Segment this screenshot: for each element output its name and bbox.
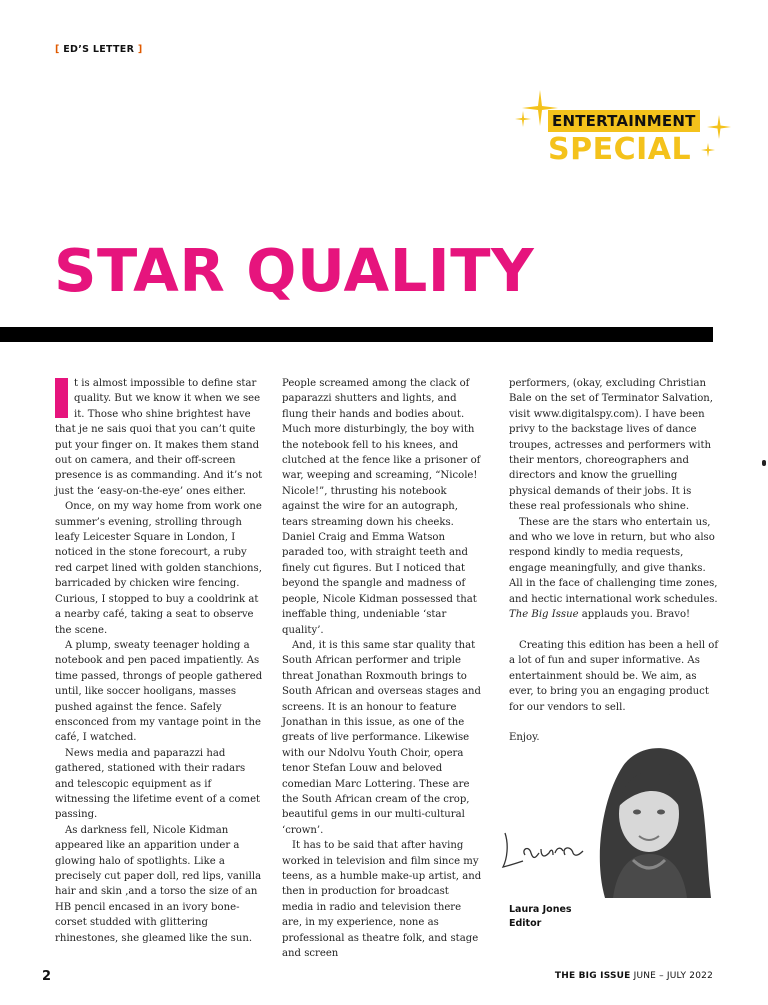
section-bracket-open: [ — [55, 44, 64, 55]
editor-credit — [509, 903, 572, 931]
entertainment-label: ENTERTAINMENT — [548, 110, 700, 132]
editor-title: Editor — [509, 918, 542, 929]
page-number: 2 — [42, 969, 52, 984]
paragraph: And, it is this same star quality that South African performer and triple threat Jonathan Roxmouth brings to South African and overseas stages and screens. It is an honour to feature Jonathan in this issue, as one of the greats of live performance. Likewise with our Ndolvu Youth Choir, opera tenor Stefan Louw and beloved comedian Marc Lottering. These are the South African cream of the crop, beautiful gems in our multi-cultural ‘crown’. — [282, 639, 481, 836]
paragraph: It has to be said that after having worked in television and film since my teens, as a humble make-up artist, and then in production for broadcast media in radio and television there are, in my experience, none as professional as theatre folk, and stage and screen — [282, 840, 482, 960]
paragraph: As darkness fell, Nicole Kidman appeared like an apparition under a glowing halo of spotlights. Like a precisely cut paper doll, red lips, vanilla hair and skin ,and a torso the size of an HB pencil encased in an ivory bone-corset studded with glittering rhinestones, she gleamed like the sun. — [55, 824, 262, 944]
special-label: SPECIAL — [548, 132, 692, 167]
edge-mark — [762, 460, 766, 466]
editor-signature — [497, 815, 607, 875]
paragraph: These are the stars who entertain us, and who we love in return, but who also respond kindly to media requests, engage meaningfully, and give thanks. All in the face of challenging time zones, and hectic international work schedules. The Big Issue applauds you. Bravo! — [509, 516, 718, 621]
sparkle-icon — [706, 114, 732, 140]
footer-folio — [555, 971, 713, 981]
paragraph: Once, on my way home from work one summer’s evening, strolling through leafy Leicester Square in London, I noticed in the stone forecourt, a ruby red carpet lined with golden stanchions, barricaded by chicken wire fencing. Curious, I stopped to buy a cooldrink at a nearby café, taking a seat to observe the scene. — [55, 501, 262, 636]
section-tag — [55, 44, 142, 55]
drop-cap — [55, 378, 68, 418]
headline: STAR QUALITY — [54, 236, 535, 305]
paragraph: News media and paparazzi had gathered, stationed with their radars and telescopic equipment as if witnessing the lifetime event of a comet passing. — [55, 747, 261, 821]
paragraph: A plump, sweaty teenager holding a notebook and pen paced impatiently. As time passed, throngs of people gathered until, like soccer hooligans, masses pushed against the fence. Safely ensconced from my vantage point in the café, I watched. — [55, 639, 263, 744]
article-column-1 — [55, 376, 265, 946]
paragraph: performers, (okay, excluding Christian Bale on the set of Terminator Salvation, visit www.digitalspy.com). I have been privy to the backstage lives of dance troupes, actresses and performers with their mentors, choreographers and directors and know the gruelling physical demands of their jobs. It is these real professionals who shine. — [509, 378, 713, 513]
paragraph: t is almost impossible to define star quality. But we know it when we see it. Those who shine brightest have that je ne sais quoi that you can’t quite put your finger on. It makes them stand out on camera, and their off-screen presence is as commanding. And it’s not just the ‘easy-on-the-eye’ ones either. — [55, 378, 263, 497]
sparkle-icon — [700, 142, 716, 158]
headline-rule — [0, 327, 713, 342]
sign-off: Enjoy. — [509, 732, 540, 744]
article-column-3 — [509, 376, 719, 746]
magazine-name: THE BIG ISSUE — [554, 971, 631, 981]
paragraph: Creating this edition has been a hell of a lot of fun and super informative. As entertainment should be. We aim, as ever, to bring you an engaging product for our vendors to sell. — [509, 639, 719, 713]
entertainment-special-badge — [520, 88, 740, 178]
paragraph: People screamed among the clack of paparazzi shutters and lights, and flung their hands and bodies about. Much more disturbingly, the boy with the notebook fell to his knees, and clutched at the fence like a prisoner of war, weeping and screaming, “Nicole! Nicole!”, thrusting his notebook against the wire for an autograph, tears streaming down his cheeks. Daniel Craig and Emma Watson paraded too, with straight teeth and finely cut figures. But I noticed that beyond the spangle and madness of people, Nicole Kidman possessed that ineffable thing, undeniable ‘star quality’. — [282, 378, 481, 636]
section-label: ED’S LETTER — [63, 44, 135, 55]
article-column-2 — [282, 376, 482, 961]
magazine-name-italic: The Big Issue — [509, 609, 579, 621]
issue-date: JUNE – JULY 2022 — [633, 971, 713, 981]
section-bracket-close: ] — [134, 44, 143, 55]
sparkle-icon — [514, 110, 532, 128]
editor-name: Laura Jones — [509, 904, 572, 915]
